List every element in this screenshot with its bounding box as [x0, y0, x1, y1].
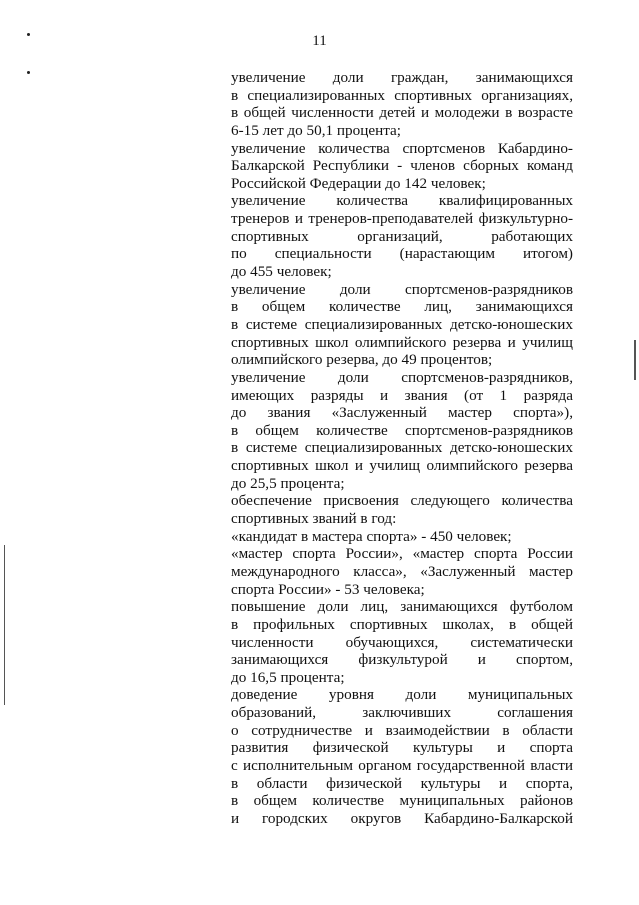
- text-line: спорта России» - 53 человека;: [231, 580, 425, 598]
- body-text: [231, 69, 573, 828]
- text-line: образований, заключивших соглашения: [231, 704, 573, 722]
- text-line: в общем количестве муниципальных районов: [231, 792, 573, 810]
- text-line: тренеров и тренеров-преподавателей физкультурно-: [231, 210, 573, 228]
- text-line: развития физической культуры и спорта: [231, 739, 573, 757]
- text-line: до 16,5 процента;: [231, 668, 345, 686]
- text-line: повышение доли лиц, занимающихся футболом: [231, 598, 573, 616]
- text-line: спортивных званий в год:: [231, 510, 397, 528]
- text-line: с исполнительным органом государственной власти: [231, 756, 573, 774]
- text-line: доведение уровня доли муниципальных: [231, 686, 573, 704]
- scan-dot-second: [27, 71, 30, 74]
- text-line: Российской Федерации до 142 человек;: [231, 174, 486, 192]
- text-line: до 25,5 процента;: [231, 474, 345, 492]
- text-line: имеющих разряды и звания (от 1 разряда: [231, 386, 573, 404]
- text-line: по специальности (нарастающим итогом): [231, 245, 573, 263]
- text-line: в системе специализированных детско-юношеских: [231, 439, 573, 457]
- text-line: спортивных организаций, работающих: [231, 227, 573, 245]
- scan-edge-mark-left: [4, 545, 5, 705]
- text-line: увеличение доли спортсменов-разрядников,: [231, 368, 573, 386]
- text-line: спортивных школ олимпийского резерва и училищ: [231, 333, 573, 351]
- text-line: олимпийского резерва, до 49 процентов;: [231, 351, 493, 369]
- text-line: увеличение количества квалифицированных: [231, 192, 573, 210]
- text-line: до звания «Заслуженный мастер спорта»),: [231, 404, 573, 422]
- text-line: 6-15 лет до 50,1 процента;: [231, 121, 401, 139]
- text-line: в системе специализированных детско-юношеских: [231, 315, 573, 333]
- text-line: в профильных спортивных школах, в общей: [231, 615, 573, 633]
- text-line: в общем количестве спортсменов-разрядников: [231, 421, 573, 439]
- text-line: спортивных школ и училищ олимпийского резерва: [231, 457, 573, 475]
- text-line: в общей численности детей и молодежи в возрасте: [231, 104, 573, 122]
- text-line: в области физической культуры и спорта,: [231, 774, 573, 792]
- text-line: занимающихся физкультурой и спортом,: [231, 651, 573, 669]
- text-line: обеспечение присвоения следующего количества: [231, 492, 573, 510]
- text-line: «мастер спорта России», «мастер спорта России: [231, 545, 573, 563]
- page-number: 11: [312, 33, 327, 49]
- text-line: до 455 человек;: [231, 263, 332, 281]
- text-line: Балкарской Республики - членов сборных команд: [231, 157, 573, 175]
- scan-edge-mark-right: [634, 340, 636, 380]
- text-line: в специализированных спортивных организациях,: [231, 86, 573, 104]
- text-line: увеличение доли спортсменов-разрядников: [231, 280, 573, 298]
- text-line: международного класса», «Заслуженный мастер: [231, 562, 573, 580]
- text-line: «кандидат в мастера спорта» - 450 человек;: [231, 527, 512, 545]
- text-line: о сотрудничестве и взаимодействии в области: [231, 721, 573, 739]
- text-line: в общем количестве лиц, занимающихся: [231, 298, 573, 316]
- text-line: увеличение количества спортсменов Кабардино-: [231, 139, 573, 157]
- text-line: численности обучающихся, систематически: [231, 633, 573, 651]
- text-line: увеличение доли граждан, занимающихся: [231, 69, 573, 86]
- text-line: и городских округов Кабардино-Балкарской: [231, 809, 573, 827]
